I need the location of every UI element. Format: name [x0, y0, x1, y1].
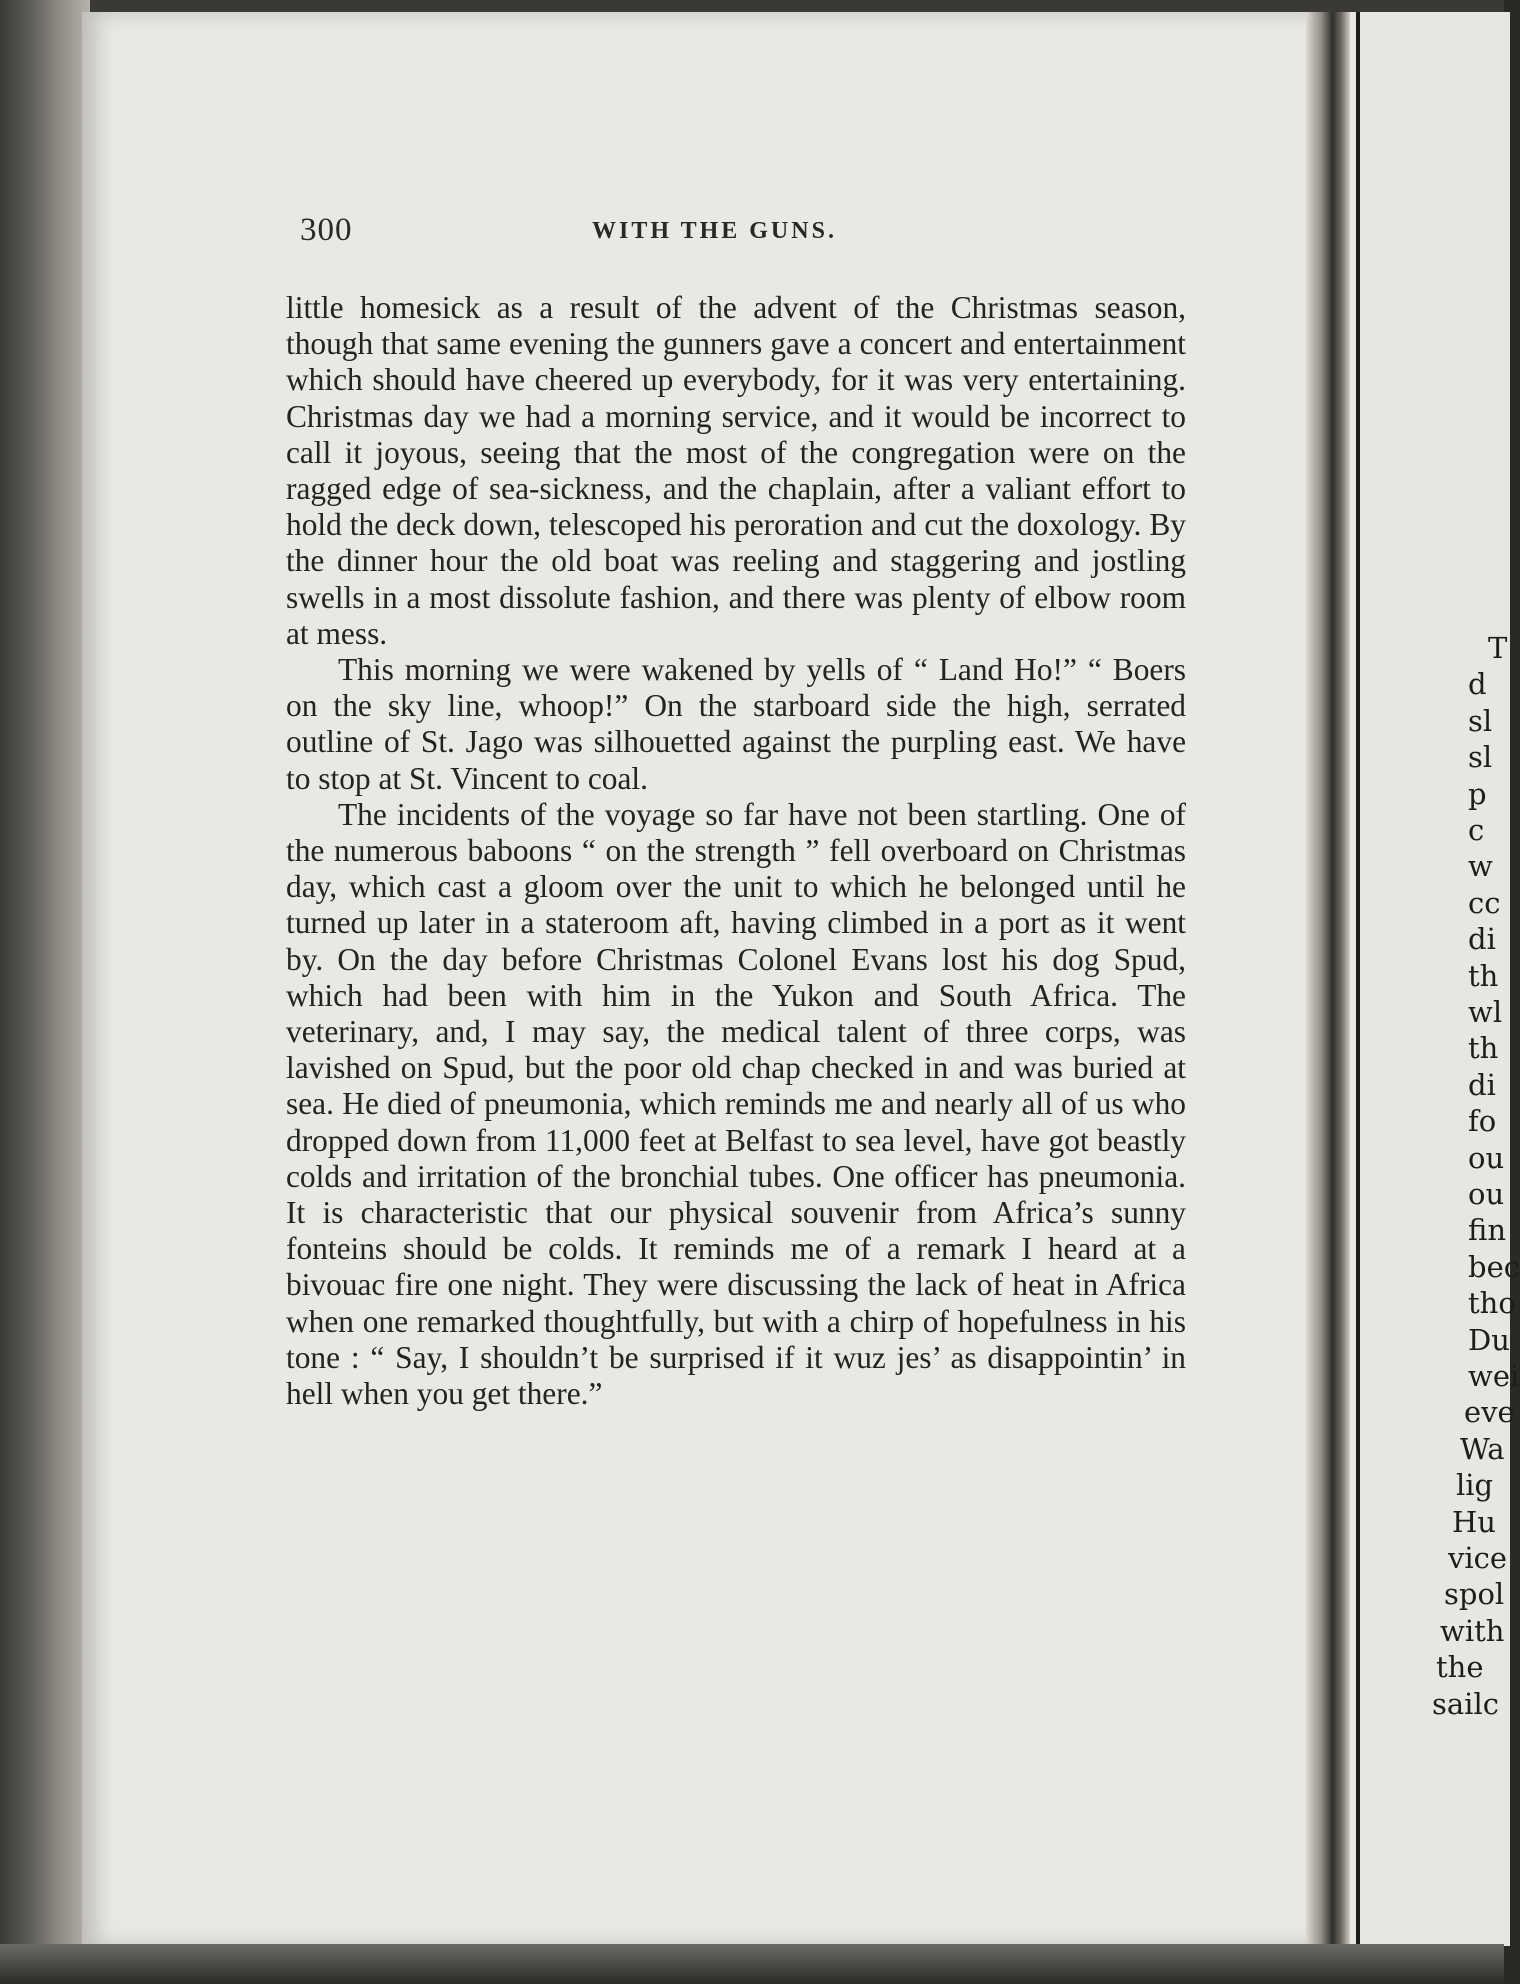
bottom-edge [0, 1944, 1504, 1984]
facing-page-line: lig [1456, 1468, 1494, 1503]
paragraph-2: This morning we were wakened by yells of “ Land Ho!” “ Boers on the sky line, whoop!” On the starboard side the high, serrated outline of St. Jago was silhouetted against the purpling east. We have to stop at St. Vincent to coal. [286, 652, 1186, 796]
facing-page-line: w [1468, 849, 1493, 884]
facing-page-line: Du [1468, 1322, 1510, 1357]
facing-page-line: sl [1468, 703, 1493, 738]
facing-page-line: wl [1468, 995, 1503, 1029]
facing-page-line: Wa [1460, 1431, 1505, 1466]
facing-page-line: Hu [1452, 1504, 1496, 1539]
facing-page-line: th [1468, 1031, 1499, 1066]
facing-page-line: vice [1448, 1541, 1508, 1575]
running-title: WITH THE GUNS. [592, 218, 837, 244]
facing-page-line: di [1468, 922, 1496, 957]
facing-page-line: sl [1468, 740, 1493, 775]
facing-page-line: fo [1468, 1104, 1497, 1139]
page-number: 300 [300, 212, 353, 248]
facing-page-line: the [1436, 1650, 1484, 1685]
facing-page-line: tho [1468, 1286, 1516, 1321]
facing-page-line: di [1468, 1067, 1496, 1102]
facing-page-line: spol [1444, 1577, 1505, 1612]
facing-page-line: th [1468, 958, 1499, 993]
facing-page-line: eve [1464, 1395, 1515, 1430]
book-gutter [1306, 12, 1350, 1946]
facing-page-line: cc [1468, 885, 1501, 920]
paragraph-3: The incidents of the voyage so far have not been startling. One of the numerous baboons “ on the strength ” fell overboard on Christmas day, which cast a gloom over the unit to which he belonged until he turned up later in a stateroom aft, having climbed in a port as it went by. On the day before Christmas Colonel Evans lost his dog Spud, which had been with him in the Yukon and South Africa. The veterinary, and, I may say, the medical talent of three corps, was lavished on Spud, but the poor old chap checked in and was buried at sea. He died of pneumonia, which reminds me and nearly all of us who dropped down from 11,000 feet at Belfast to sea level, have got beastly colds and irritation of the bronchial tubes. One officer has pneumonia. It is characteristic that our physical souvenir from Africa’s sunny fonteins should be colds. It reminds me of a remark I heard at a bivouac fire one night. They were discussing the lack of heat in Africa when one remarked thoughtfully, but with a chirp of hopefulness in his tone : “ Say, I shouldn’t be surprised if it wuz jes’ as disappointin’ in hell when you get there.” [286, 796, 1186, 1412]
running-header [300, 212, 900, 252]
facing-page-line: d [1468, 667, 1487, 702]
facing-page-line: c [1468, 813, 1485, 847]
facing-page-line: sailc [1432, 1686, 1499, 1721]
facing-page-line: ou [1468, 1140, 1505, 1175]
facing-page-line: p [1468, 776, 1487, 811]
paragraph-1: little homesick as a result of the advent of the Christmas season, though that same evening the gunners gave a concert and entertainment which should have cheered up everybody, for it was very entertaining. Christmas day we had a morning service, and it would be incorrect to call it joyous, seeing that the most of the congregation were on the ragged edge of sea-sickness, and the chaplain, after a valiant effort to hold the deck down, telescoped his peroration and cut the doxology. By the dinner hour the old boat was reeling and staggering and jostling swells in a most dissolute fashion, and there was plenty of elbow room at mess. [286, 290, 1186, 651]
gutter-shadow [1356, 12, 1360, 1946]
facing-page-line: bec [1468, 1249, 1520, 1284]
body-text [286, 290, 1186, 1412]
facing-page-line: wei [1468, 1359, 1520, 1393]
facing-page-line: ou [1468, 1177, 1505, 1211]
facing-page-line: T [1488, 631, 1508, 665]
facing-page-line: with [1440, 1613, 1505, 1648]
book-left-edge [0, 0, 90, 1984]
facing-page-line: fin [1468, 1213, 1507, 1248]
